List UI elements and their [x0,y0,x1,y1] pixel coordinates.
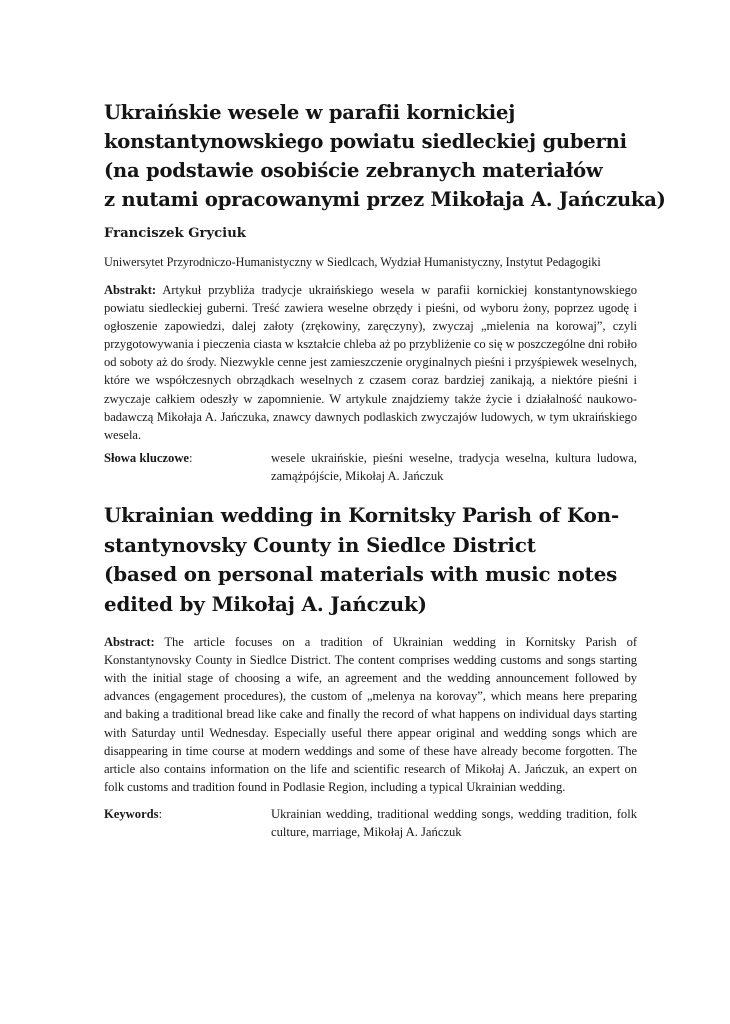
polish-abstract-label: Abstrakt: [104,283,157,297]
polish-keywords [104,449,637,485]
english-title-line: edited by Mikołaj A. Jańczuk) [104,591,427,616]
english-keywords-values: Ukrainian wedding, traditional wedding songs, wedding tradition, folk culture, marriage, Mikołaj A. Jańczuk [271,806,637,839]
polish-title-line: (na podstawie osobiście zebranych materiałów [104,159,603,182]
english-title-line: stantynovsky County in Siedlce District [104,532,536,557]
english-keywords-label: Keywords [104,806,159,821]
english-keywords-label-wrap [104,805,271,841]
author-name: Franciszek Gryciuk [104,226,246,241]
polish-title-line: konstantynowskiego powiatu siedleckiej guberni [104,130,627,153]
polish-keywords-values: wesele ukraińskie, pieśni weselne, tradycja weselna, kultura ludowa, zamążpójście, Mikołaj A. Jańczuk [271,450,637,483]
polish-abstract-text: Artykuł przybliża tradycje ukraińskiego wesela w parafii kornickiej konstantynowskiego powiatu siedleckiej guberni. Treść zawiera weselne obrzędy i pieśni, od wyboru żony, poprzez ugodę i ogłoszenie zapowiedzi, dalej załoty (zrękowiny, zaręczyny), zwyczaj „mielenia na korowaj”, czyli przygotowywania i pieczenia ciasta w kształcie chleba aż po przybliżenie co się w poszczególne dni robiło od soboty aż do środy. Niezwykle cenne jest zamieszczenie oryginalnych pieśni i przyśpiewek weselnych, które we współczesnych obrządkach weselnych z czasem coraz bardziej zanikają, a niektóre pieśni i zwyczaje całkiem odeszły w zapomnienie. W artykule znajdziemy także życie i działalność naukowo-badawczą Mikołaja A. Jańczuka, znawcy dawnych podlaskich zwyczajów ludowych, w tym ukraińskiego wesela. [104,283,637,442]
polish-keywords-label-wrap [104,449,271,485]
polish-title [104,98,666,214]
english-title [104,501,637,619]
article-first-page [104,98,666,841]
polish-title-line: Ukraińskie wesele w parafii kornickiej [104,101,516,124]
english-abstract-text: The article focuses on a tradition of Ukrainian wedding in Kornitsky Parish of Konstantynovsky County in Siedlce District. The content comprises wedding customs and songs starting with the initial stage of choosing a wife, an agreement and the wedding announcement followed by advances (engagement procedures), the custom of „melenya na korovay”, which means here preparing and baking a traditional bread like cake and finally the record of what happens on individual days starting with Saturday until Wednesday. Especially useful there appear original and wedding songs which are disappearing in time course at modern weddings and some of these have already become forgotten. The article also contains information on the life and scientific research of Mikołaj A. Jańczuk, an expert on folk customs and tradition found in Podlasie Region, including a typical Ukrainian wedding. [104,635,637,794]
english-abstract-label: Abstract: [104,635,155,650]
english-title-line: (based on personal materials with music notes [104,562,618,587]
polish-keywords-colon: : [189,450,193,465]
english-keywords-colon: : [158,806,163,821]
polish-keywords-label: Słowa kluczowe [104,450,190,465]
polish-title-line: z nutami opracowanymi przez Mikołaja A. Jańczuka) [104,188,666,211]
english-keywords [104,805,637,841]
english-abstract [104,633,637,796]
author-affiliation: Uniwersytet Przyrodniczo-Humanistyczny w Siedlcach, Wydział Humanistyczny, Instytut Pedagogiki [104,255,601,269]
english-title-line: Ukrainian wedding in Kornitsky Parish of Kon- [104,503,620,528]
polish-abstract [104,281,637,444]
